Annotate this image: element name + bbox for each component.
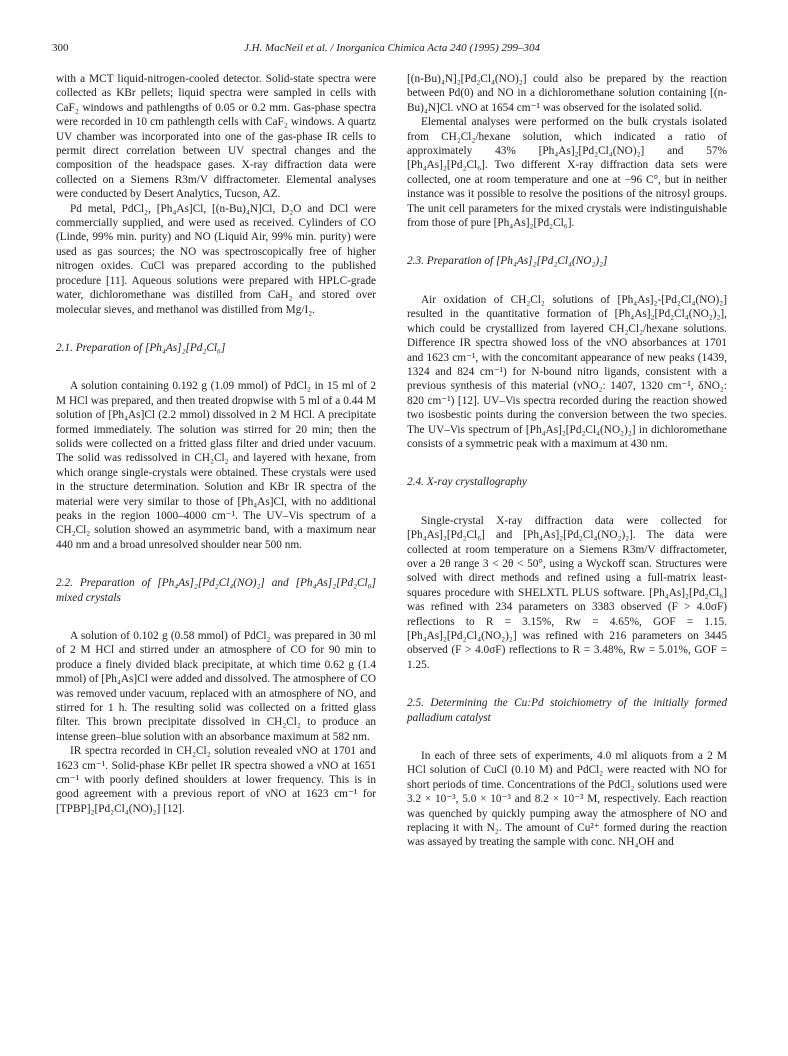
paragraph: A solution containing 0.192 g (1.09 mmol) of PdCl₂ in 15 ml of 2 M HCl was prepared, and then treated dropwise with 5 ml of a 0.44 M solution of [Ph₄As]Cl (2.2 mmol) dissolved in 2 M HCl. A precipitate formed immediately. The solution was stirred for 20 min; then the solids were collected on a fritted glass filter and dried under vacuum. The solid was redissolved in CH₂Cl₂ and layered with hexane, from which orange single-crystals were obtained. These crystals were used in the structure determination. Solution and KBr IR spectra of the material were very similar to those of [Ph₄As]Cl, with no additional peaks in the region 1000–4000 cm⁻¹. The UV–Vis spectrum of a CH₂Cl₂ solution showed an asymmetric band, with a maximum near 440 nm and a broad unresolved shoulder near 500 nm.	[56, 380, 376, 551]
page-header	[52, 42, 732, 60]
page-number: 300	[52, 42, 69, 54]
section-heading: 2.1. Preparation of [Ph₄As]₂[Pd₂Cl₆]	[56, 341, 226, 354]
section-heading: 2.5. Determining the Cu:Pd stoichiometry of the initially formed palladium catalyst	[407, 697, 727, 724]
right-column	[407, 72, 727, 850]
section-heading: 2.3. Preparation of [Ph₄As]₂[Pd₂Cl₄(NO₂)₂]	[407, 255, 608, 268]
paragraph: [(n-Bu)₄N]₂[Pd₂Cl₄(NO)₂] could also be prepared by the reaction between Pd(0) and NO in a dichloromethane solution containing [(n-Bu)₄N]Cl. νNO at 1654 cm⁻¹ was observed for the isolated solid.	[407, 73, 727, 114]
section-heading: 2.4. X-ray crystallography	[407, 476, 527, 489]
paragraph: In each of three sets of experiments, 4.0 ml aliquots from a 2 M HCl solution of CuCl (0.10 M) and PdCl₂ were reacted with NO for short periods of time. Concentrations of the PdCl₂ solutions used were 3.2 × 10⁻³, 5.0 × 10⁻³ and 8.2 × 10⁻³ M, respectively. Each reaction was quenched by quickly pumping away the atmosphere of NO and replacing it with N₂. The amount of Cu²⁺ formed during the reaction was assayed by treating the sample with conc. NH₄OH and	[407, 750, 727, 849]
section-heading: 2.2. Preparation of [Ph₄As]₂[Pd₂Cl₄(NO)₂] and [Ph₄As]₂[Pd₂Cl₆] mixed crystals	[56, 577, 376, 604]
paragraph: IR spectra recorded in CH₂Cl₂ solution revealed νNO at 1701 and 1623 cm⁻¹. Solid-phase KBr pellet IR spectra showed a νNO at 1651 cm⁻¹ with poorly defined shoulders at lower frequency. This is in good agreement with a previous report of νNO at 1623 cm⁻¹ for [TPBP]₂[Pd₂Cl₄(NO)₂] [12].	[56, 745, 376, 815]
paragraph: Elemental analyses were performed on the bulk crystals isolated from CH₂Cl₂/hexane solution, which indicated a ratio of approximately 43% [Ph₄As]₂[Pd₂Cl₄(NO)₂] and 57% [Ph₄As]₂[Pd₂Cl₆]. Two different X-ray diffraction data sets were collected, one at room temperature and one at −96 C°, but in neither instance was it possible to resolve the positions of the nitrosyl groups. The unit cell parameters for the mixed crystals were indistinguishable from those of pure [Ph₄As]₂[Pd₂Cl₆].	[407, 116, 727, 230]
paragraph: Air oxidation of CH₂Cl₂ solutions of [Ph₄As]₂-[Pd₂Cl₄(NO)₂] resulted in the quantitative formation of [Ph₄As]₂[Pd₂Cl₄(NO₂)₂], which could be crystallized from layered CH₂Cl₂/hexane solutions. Difference IR spectra showed loss of the νNO absorbances at 1701 and 1623 cm⁻¹, with the concomitant appearance of new peaks (1439, 1324 and 824 cm⁻¹) for N-bound nitro ligands, consistent with a previous synthesis of this material (νNO₂: 1407, 1320 cm⁻¹, δNO₂: 820 cm⁻¹) [12]. UV–Vis spectra recorded during the reaction showed two isosbestic points during the conversion between the two species. The UV–Vis spectrum of [Ph₄As]₂[Pd₂Cl₄(NO₂)₂] in dichloromethane consists of a symmetric peak with a maximum at 430 nm.	[407, 293, 727, 450]
running-head: J.H. MacNeil et al. / Inorganica Chimica Acta 240 (1995) 299–304	[243, 42, 541, 54]
paragraph: A solution of 0.102 g (0.58 mmol) of PdCl₂ was prepared in 30 ml of 2 M HCl and stirred under an atmosphere of CO for 90 min to produce a finely divided black precipitate, at which time 0.62 g (1.4 mmol) of [Ph₄As]Cl were added and dissolved. The atmosphere of CO was removed under vacuum, replaced with an atmosphere of NO, and stirred for 1 h. The resulting solid was collected on a fritted glass filter. This brown precipitate dissolved in CH₂Cl₂ to produce an intense green–blue solution with an absorbance maximum at 582 nm.	[56, 630, 376, 743]
paragraph: Pd metal, PdCl₂, [Ph₄As]Cl, [(n-Bu)₄N]Cl, D₂O and DCl were commercially supplied, and were used as received. Cylinders of CO (Linde, 99% min. purity) and NO (Liquid Air, 99% min. purity) were used as gas sources; the NO was spectroscopically free of higher nitrogen oxides. CuCl was prepared according to the published procedure [11]. Aqueous solutions were prepared with HPLC-grade water, dichloromethane was distilled from CaH₂ and stored over molecular sieves, and methanol was distilled from Mg/I₂.	[56, 202, 376, 316]
left-column	[56, 72, 376, 816]
paragraph: Single-crystal X-ray diffraction data were collected for [Ph₄As]₂[Pd₂Cl₆] and [Ph₄As]₂[Pd₂Cl₄(NO₂)₂]. The data were collected at room temperature on a Siemens R3m/V diffractometer, over a 2θ range 3 < 2θ < 50°, using a Wyckoff scan. Structures were solved with direct methods and refined using a full-matrix least-squares procedure with SHELXTL PLUS software. [Ph₄As]₂[Pd₂Cl₆] was refined with 234 parameters on 3383 observed (F > 4.0σF) reflections to R = 3.15%, Rw = 4.65%, GOF = 1.15. [Ph₄As]₂[Pd₂Cl₄(NO₂)₂] was refined with 216 parameters on 3445 observed (F > 4.0σF) reflections to R = 3.48%, Rw = 5.01%, GOF = 1.25.	[407, 514, 727, 671]
paragraph: with a MCT liquid-nitrogen-cooled detector. Solid-state spectra were collected as KBr pellets; liquid spectra were sampled in cells with CaF₂ windows and pathlengths of 0.05 or 0.2 mm. Gas-phase spectra were recorded in 10 cm pathlength cells with CaF₂ windows. A quartz UV chamber was incorporated into one of the gas-phase IR cells to permit direct correlation between UV spectral changes and the composition of the headspace gases. X-ray diffraction data were collected on a Siemens R3m/V diffractometer. Elemental analyses were conducted by Desert Analytics, Tucson, AZ.	[56, 73, 376, 201]
